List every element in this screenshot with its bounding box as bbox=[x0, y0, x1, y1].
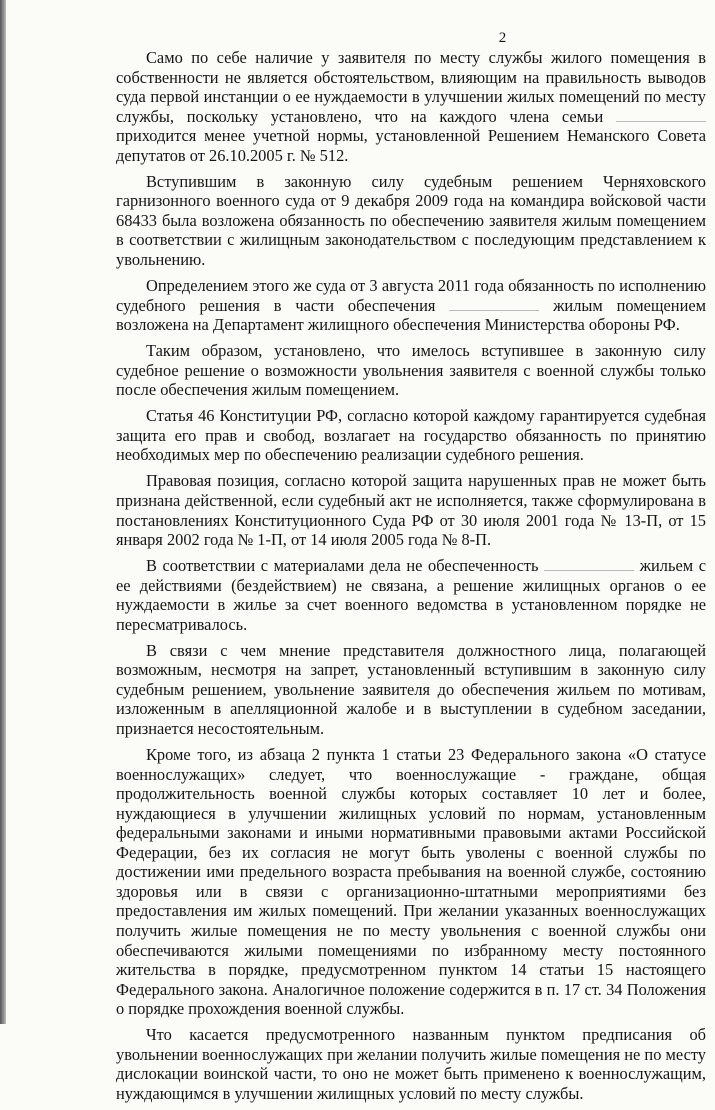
paragraph bbox=[116, 745, 706, 1019]
paragraph bbox=[116, 471, 706, 549]
redacted-name bbox=[616, 111, 706, 122]
document-body bbox=[116, 48, 706, 1110]
paragraph bbox=[116, 341, 706, 400]
paragraph bbox=[116, 1025, 706, 1103]
paragraph bbox=[116, 556, 706, 634]
text: Что касается предусмотренного названным пунктом предписания об увольнении военнослужащих при желании получить жилые помещения не по месту дислокации воинской части, то оно не может быть применено к военнослужащим, нуждающимся в улучшении жилищных условий по месту службы. bbox=[116, 1025, 706, 1103]
paragraph bbox=[116, 406, 706, 465]
text: В связи с чем мнение представителя должностного лица, полагающей возможным, несмотря на запрет, установленный вступившим в законную силу судебным решением, увольнение заявителя до обеспечения жильем по мотивам, изложенным в апелляционной жалобе и в выступлении в судебном заседании, признается несостоятельным. bbox=[116, 640, 706, 738]
page-number: 2 bbox=[498, 30, 507, 46]
scan-edge bbox=[0, 0, 6, 1024]
text: жильем с ее действиями (бездействием) не связана, а решение жилищных органов о ее нуждаемости в жилье за счет военного ведомства в установленном порядке не пересматривалось. bbox=[116, 556, 706, 634]
paragraph bbox=[116, 48, 706, 165]
paragraph bbox=[116, 276, 706, 335]
redacted-name bbox=[544, 560, 634, 571]
text: Само по себе наличие у заявителя по месту службы жилого помещения в собственности не является обстоятельством, влияющим на правильность выводов суда первой инстанции о ее нуждаемости в улучшении жилых помещений по месту службы, поскольку установлено, что на каждого члена семьи bbox=[116, 48, 706, 126]
text: Вступившим в законную силу судебным решением Черняховского гарнизонного военного суда от 9 декабря 2009 года на командира войсковой части 68433 была возложена обязанность по обеспечению заявителя жилым помещением в соответствии с жилищным законодательством с последующим представлением к увольнению. bbox=[116, 171, 706, 269]
text: Таким образом, установлено, что имелось вступившее в законную силу судебное решение о возможности увольнения заявителя с военной службы только после обеспечения жилым помещением. bbox=[116, 341, 706, 400]
text: Статья 46 Конституции РФ, согласно которой каждому гарантируется судебная защита его прав и свобод, возлагает на государство обязанность по принятию необходимых мер по обеспечению реализации судебного решения. bbox=[116, 406, 706, 465]
text: Правовая позиция, согласно которой защита нарушенных прав не может быть признана действенной, если судебный акт не исполняется, также сформулирована в постановлениях Конституционного Суда РФ от 30 июля 2001 года № 13-П, от 15 января 2002 года № 1-П, от 14 июля 2005 года № 8-П. bbox=[116, 471, 706, 550]
text: Определением этого же суда от 3 августа 2011 года обязанность по исполнению судебного решения в части обеспечения bbox=[116, 276, 706, 315]
text: приходится менее учетной нормы, установленной Решением Неманского Совета депутатов от 26.10.2005 г. № 512. bbox=[116, 126, 706, 165]
paragraph bbox=[116, 172, 706, 270]
text: В соответствии с материалами дела не обеспеченность bbox=[146, 556, 539, 576]
text: жилым помещением возложена на Департамент жилищного обеспечения Министерства обороны РФ. bbox=[116, 295, 706, 335]
redacted-name bbox=[449, 300, 539, 311]
text: Кроме того, из абзаца 2 пункта 1 статьи 23 Федерального закона «О статусе военнослужащих» следует, что военнослужащие - граждане, общая продолжительность военной службы которых составляет 10 лет и более, нуждающиеся в улучшении жилищных условий по нормам, установленным федеральными законами и иными нормативными правовыми актами Российской Федерации, без их согласия не могут быть уволены с военной службы по достижении ими предельного возраста пребывания на военной службе, состоянию здоровья или в связи с организационно-штатными мероприятиями без предоставления им жилых помещений. При желании указанных военнослужащих получить жилые помещения не по месту увольнения с военной службы они обеспечиваются жилыми помещениями по избранному месту постоянного жительства в порядке, предусмотренном пунктом 14 статьи 15 настоящего Федерального закона. Аналогичное положение содержится в п. 17 ст. 34 Положения о порядке прохождения военной службы. bbox=[116, 745, 706, 1019]
paragraph bbox=[116, 641, 706, 739]
